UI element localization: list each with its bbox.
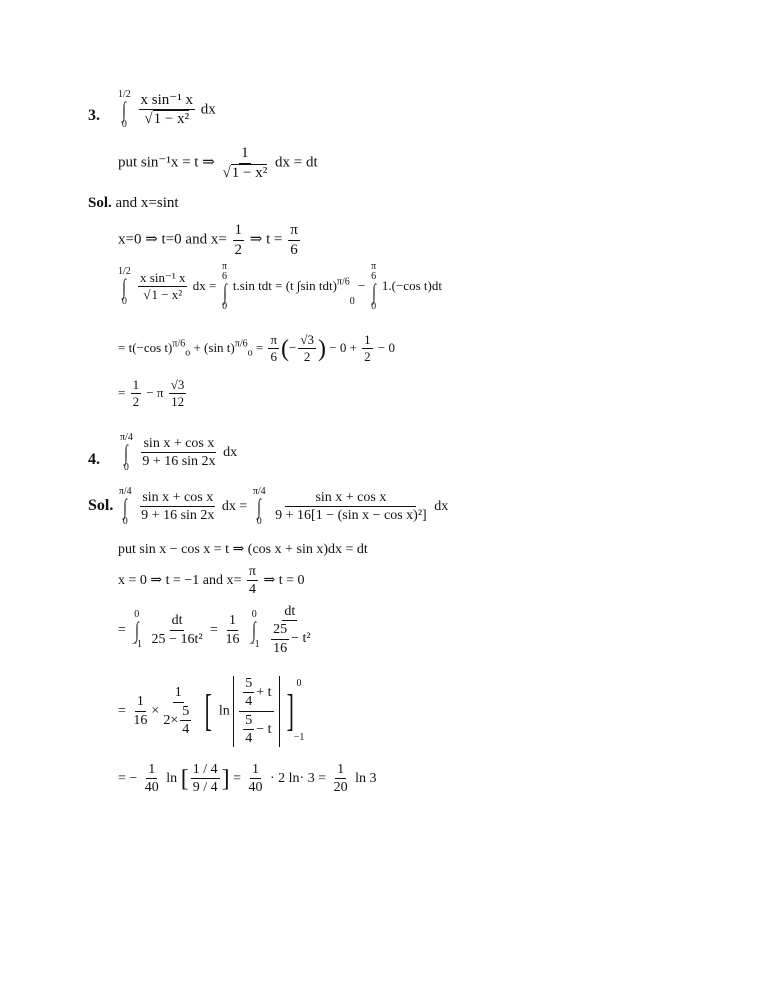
sol-label: Sol. — [88, 195, 112, 211]
problem3-parts-line: 1/2 ∫ 0 $\frac{\text{x sin⁻¹ x}}{\text{√1 − x²}}$ dx = π 6 ∫ 0 t.sin tdt = (t ∫sin tdt)$^{\pi/6}_0$ − π 6 ∫ 0 1.(−cos t)dt — [118, 261, 442, 312]
problem4-log-line: = $\frac{1}{16}$ × 1 2× $\frac{5}{4}$ [ ln $\frac{5}{4}$ + t $\frac{5}{4}$ − t ] 0 −1 — [118, 676, 305, 747]
problem3-integral: 1/2 ∫ 0 $\frac{\text{x sin⁻¹ x}}{\text{√1 − x²}}$ dx — [118, 89, 216, 130]
problem3-result-line: = $\frac{1}{2}$ − π $\frac{√3}{12}$ — [118, 377, 185, 410]
problem4-final-line: = − $\frac{1}{40}$ ln [ $\frac{1 / 4}{9 / 4}$ ] = $\frac{1}{40}$ · 2 ln· 3 = $\frac{1}{20}$ ln 3 — [118, 762, 377, 796]
problem3-put-line: put sin⁻¹x = t ⇒ $\frac{1}{\text{√1 − x²}}$ dx = dt — [118, 145, 318, 181]
problem3-sol-line: Sol. and x=sint — [88, 195, 179, 211]
problem4-sub-line: = 0 ∫ −1 $\frac{dt}{\text{25 − 16t²}}$ = $\frac{1}{16}$ 0 ∫ −1 dt $\frac{25}{16}$ − t² — [118, 604, 311, 656]
problem-number-4: 4. — [88, 451, 100, 468]
problem3-limits-line: x=0 ⇒ t=0 and x= $\frac{1}{2}$ ⇒ t = $\frac{\pi}{6}$ — [118, 222, 298, 258]
problem4-sol-line: Sol. π/4 ∫ 0 $\frac{\text{sin x + cos x}}{9 + 16 \sin 2x}$ dx = π/4 ∫ 0 $\frac{\text{sin x + cos x}}{\text{9 + 16[1 − (sin x − cos x)²]}}$ dx — [88, 486, 449, 527]
problem3-eval-line: = t(−cos t)$^{\pi/6}_o$ + (sin t)$^{\pi/6}_o$ = $\frac{\pi}{6}$ (− $\frac{√3}{2}$ ) − 0 + $\frac{1}{2}$ − 0 — [118, 332, 396, 365]
problem-number-3: 3. — [88, 107, 100, 124]
sol-label: Sol. — [88, 497, 114, 515]
problem4-limits-line: x = 0 ⇒ t = −1 and x= $\frac{\pi}{4}$ ⇒ t = 0 — [118, 564, 305, 598]
problem4-put-line: put sin x − cos x = t ⇒ (cos x + sin x)dx = dt — [118, 542, 368, 557]
problem4-integral: π/4 ∫ 0 $\frac{\text{sin x + cos x}}{9 + 16 \sin 2x}$ dx — [120, 432, 238, 473]
